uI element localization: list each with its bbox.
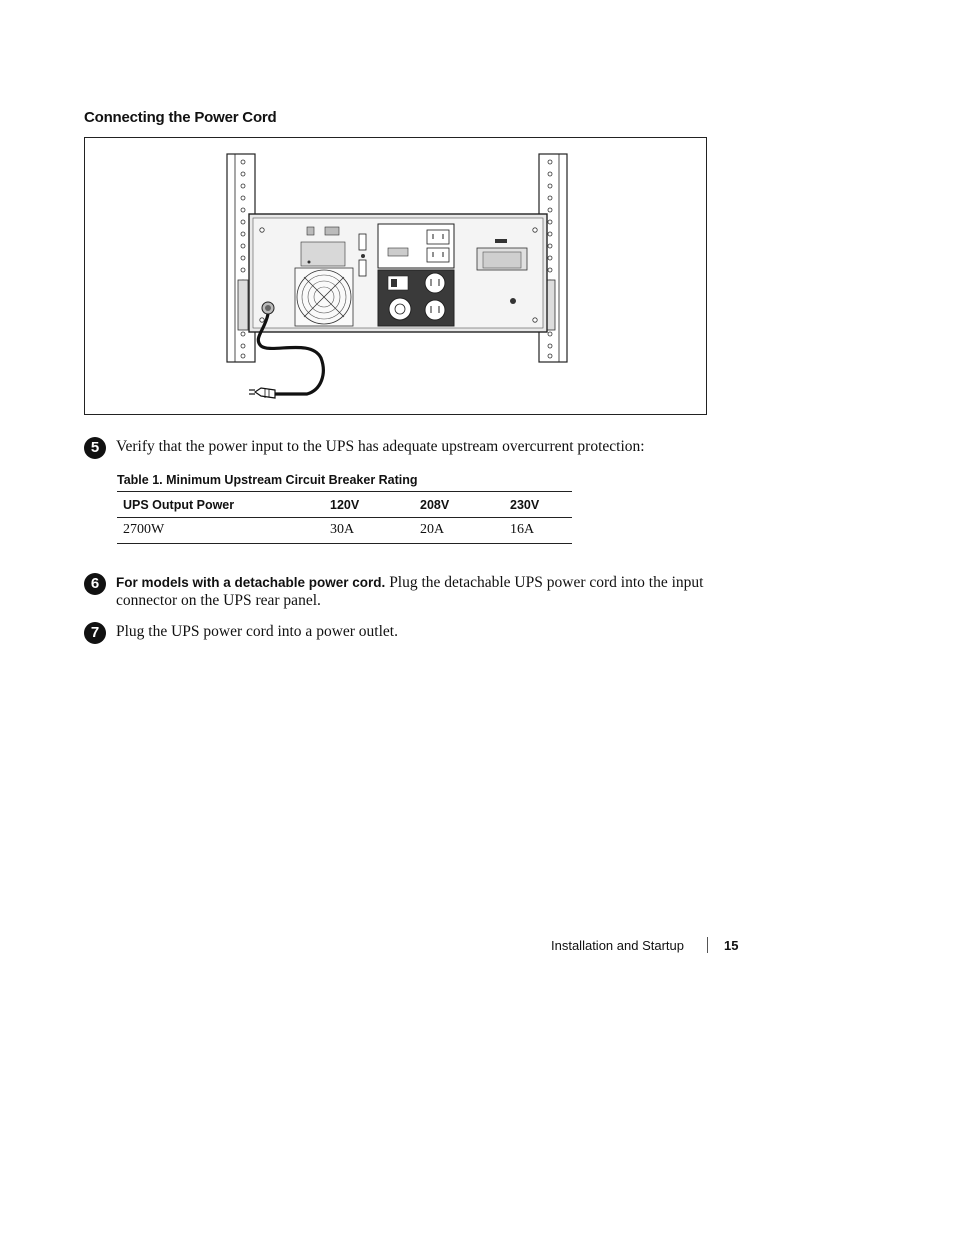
table-cell: 2700W — [117, 518, 324, 544]
step-number: 6 — [84, 573, 106, 595]
step-text: Verify that the power input to the UPS has adequate upstream overcurrent protection: — [116, 438, 645, 455]
step-text — [116, 574, 716, 610]
footer-section-name: Installation and Startup — [551, 938, 684, 953]
step-bold-lead: For models with a detachable power cord. — [116, 575, 386, 590]
table-caption: Table 1. Minimum Upstream Circuit Breaker Rating — [117, 473, 418, 487]
table-header-cell: 230V — [504, 492, 572, 518]
ups-rear-panel-illustration — [85, 138, 708, 416]
circuit-breaker-table — [117, 491, 572, 544]
step-number: 5 — [84, 437, 106, 459]
table-cell: 20A — [414, 518, 504, 544]
step-number: 7 — [84, 622, 106, 644]
table-header-cell: UPS Output Power — [117, 492, 324, 518]
table-header-cell: 208V — [414, 492, 504, 518]
page-number: 15 — [724, 938, 739, 953]
table-cell: 30A — [324, 518, 414, 544]
table-header-cell: 120V — [324, 492, 414, 518]
step-text: Plug the UPS power cord into a power outlet. — [116, 623, 398, 640]
footer-separator — [707, 937, 708, 953]
section-heading: Connecting the Power Cord — [84, 109, 277, 126]
step-body: Plug the detachable UPS power cord into the input connector on the UPS rear panel. — [116, 574, 704, 609]
ups-rear-panel-figure — [84, 137, 707, 415]
table-cell: 16A — [504, 518, 572, 544]
table-row — [117, 518, 572, 544]
table-header-row — [117, 492, 572, 518]
